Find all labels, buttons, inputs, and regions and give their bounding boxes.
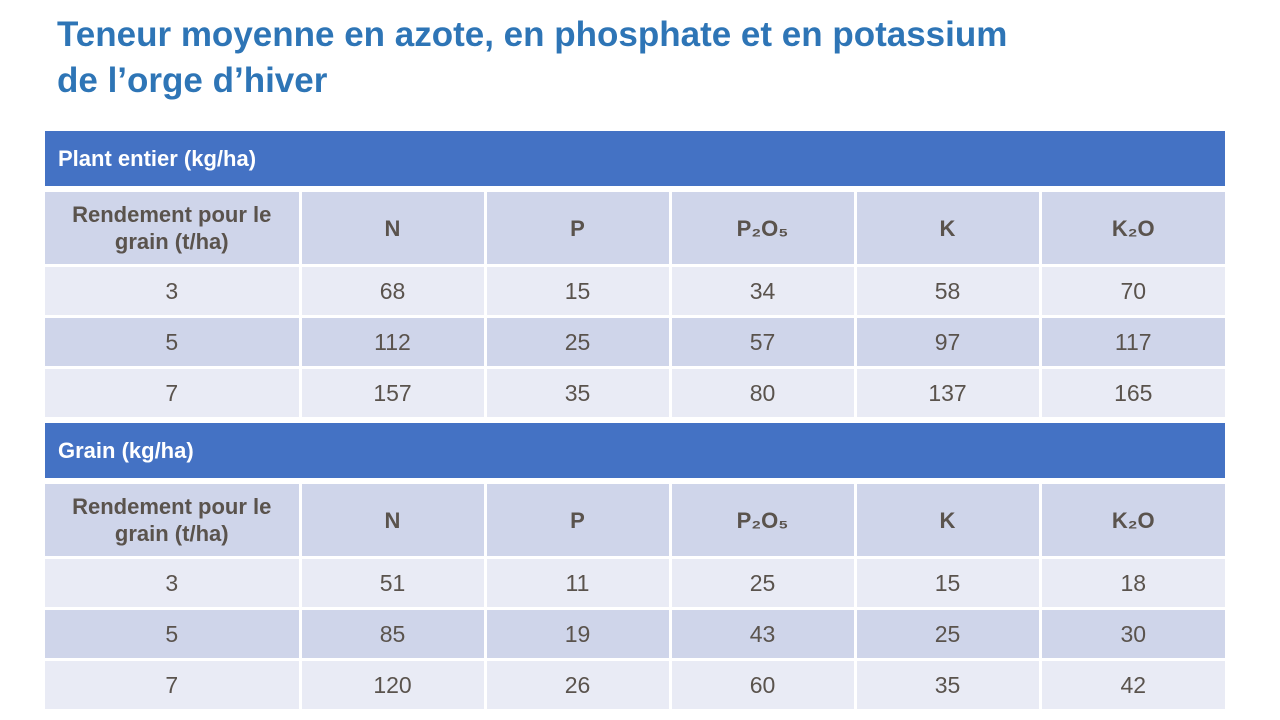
column-header-n: N [300,192,485,266]
column-header-p2o5: P₂O₅ [670,484,855,558]
table-cell: 18 [1040,558,1225,609]
page-title-line-2: de l’orge d’hiver [57,61,328,100]
table-cell: 137 [855,368,1040,418]
column-header-p2o5: P₂O₅ [670,192,855,266]
table-cell: 26 [485,660,670,710]
table-row [45,317,1225,368]
column-header-rendement: Rendement pour le grain (t/ha) [45,192,300,266]
table-grain [45,484,1225,709]
table-cell: 35 [485,368,670,418]
table-cell: 120 [300,660,485,710]
column-header-k2o: K₂O [1040,484,1225,558]
column-header-row [45,192,1225,266]
table-cell: 3 [45,558,300,609]
table-plant-entier [45,192,1225,417]
table-cell: 30 [1040,609,1225,660]
table-cell: 58 [855,266,1040,317]
table-cell: 51 [300,558,485,609]
table-cell: 19 [485,609,670,660]
table-cell: 60 [670,660,855,710]
table-cell: 5 [45,609,300,660]
table-cell: 43 [670,609,855,660]
tables-container [45,131,1225,715]
column-header-p: P [485,484,670,558]
page-title-line-1: Teneur moyenne en azote, en phosphate et en potassium [57,15,1008,54]
table-cell: 112 [300,317,485,368]
table-row [45,368,1225,418]
table-cell: 11 [485,558,670,609]
table-cell: 85 [300,609,485,660]
table-section-grain [45,423,1225,709]
page-title [57,12,1007,104]
table-cell: 3 [45,266,300,317]
table-cell: 157 [300,368,485,418]
column-header-k: K [855,192,1040,266]
table-cell: 7 [45,660,300,710]
table-row [45,266,1225,317]
section-header-grain [45,423,1225,478]
table-cell: 25 [855,609,1040,660]
column-header-n: N [300,484,485,558]
column-header-p: P [485,192,670,266]
table-cell: 25 [670,558,855,609]
column-header-row [45,484,1225,558]
table-cell: 34 [670,266,855,317]
table-row [45,609,1225,660]
table-cell: 15 [485,266,670,317]
column-header-rendement: Rendement pour le grain (t/ha) [45,484,300,558]
section-header-plant-entier [45,131,1225,186]
table-cell: 7 [45,368,300,418]
table-cell: 42 [1040,660,1225,710]
table-section-plant-entier [45,131,1225,417]
table-cell: 97 [855,317,1040,368]
column-header-k2o: K₂O [1040,192,1225,266]
table-cell: 5 [45,317,300,368]
table-cell: 57 [670,317,855,368]
table-cell: 25 [485,317,670,368]
section-title: Plant entier (kg/ha) [58,145,257,171]
section-title: Grain (kg/ha) [58,437,194,463]
table-cell: 117 [1040,317,1225,368]
table-row [45,558,1225,609]
table-cell: 68 [300,266,485,317]
table-cell: 70 [1040,266,1225,317]
table-cell: 15 [855,558,1040,609]
table-cell: 80 [670,368,855,418]
column-header-k: K [855,484,1040,558]
table-cell: 35 [855,660,1040,710]
table-cell: 165 [1040,368,1225,418]
table-row [45,660,1225,710]
